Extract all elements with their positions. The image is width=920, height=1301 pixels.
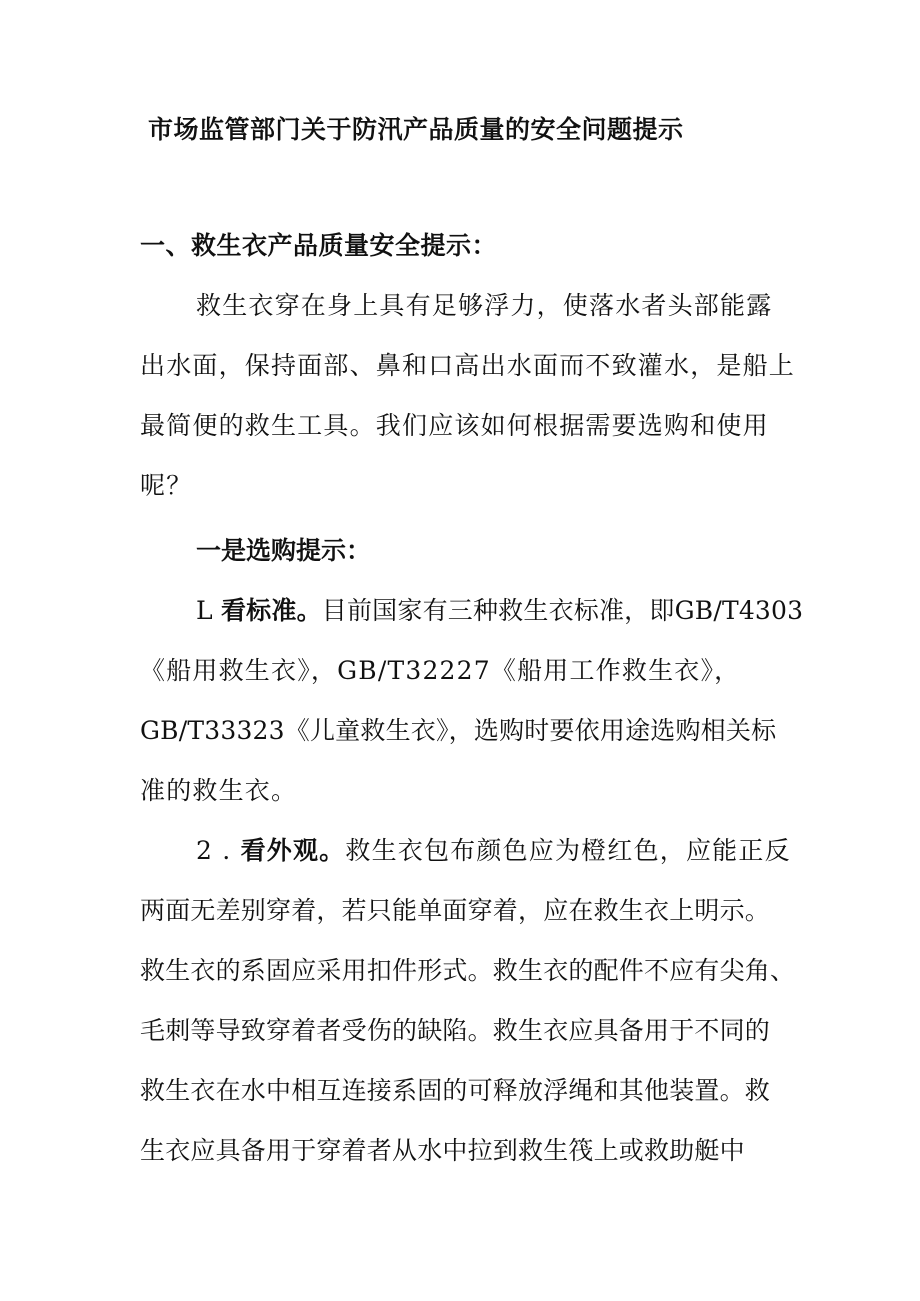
item1-line: 准的救生衣。 xyxy=(140,776,298,805)
item2-line: 救生衣在水中相互连接系固的可释放浮绳和其他装置。救 xyxy=(140,1076,771,1105)
subheading: 一是选购提示： xyxy=(196,536,372,565)
item2-line: 毛刺等导致穿着者受伤的缺陷。救生衣应具备用于不同的 xyxy=(140,1016,771,1045)
intro-line: 最简便的救生工具。我们应该如何根据需要选购和使用 xyxy=(140,411,769,440)
item1-number: L xyxy=(196,596,213,625)
item2-text: 救生衣包布颜色应为橙红色，应能正反 xyxy=(345,836,791,865)
item2-number: 2 . xyxy=(196,836,232,865)
item1-line: 《船用救生衣》，GB/T32227《船用工作救生衣》， xyxy=(140,656,741,685)
item2-line: 两面无差别穿着，若只能单面穿着，应在救生衣上明示。 xyxy=(140,896,771,925)
item1-first-line xyxy=(196,592,804,630)
intro-line: 出水面，保持面部、鼻和口高出水面而不致灌水，是船上 xyxy=(140,351,796,380)
item1-label: 看标准。 xyxy=(220,596,322,625)
intro-line: 呢？ xyxy=(140,471,193,500)
item1-line: GB/T33323《儿童救生衣》，选购时要依用途选购相关标 xyxy=(140,716,777,745)
document-title: 市场监管部门关于防汛产品质量的安全问题提示 xyxy=(148,115,684,144)
section-heading: 一、救生衣产品质量安全提示： xyxy=(140,231,498,260)
item2-first-line xyxy=(196,832,800,870)
item1-text: 目前国家有三种救生衣标准，即GB/T4303 xyxy=(321,596,804,625)
intro-line: 救生衣穿在身上具有足够浮力，使落水者头部能露 xyxy=(196,291,773,320)
item2-line: 救生衣的系固应采用扣件形式。救生衣的配件不应有尖角、 xyxy=(140,956,796,985)
item2-line: 生衣应具备用于穿着者从水中拉到救生筏上或救助艇中 xyxy=(140,1136,745,1165)
item2-label: 看外观。 xyxy=(240,836,346,865)
